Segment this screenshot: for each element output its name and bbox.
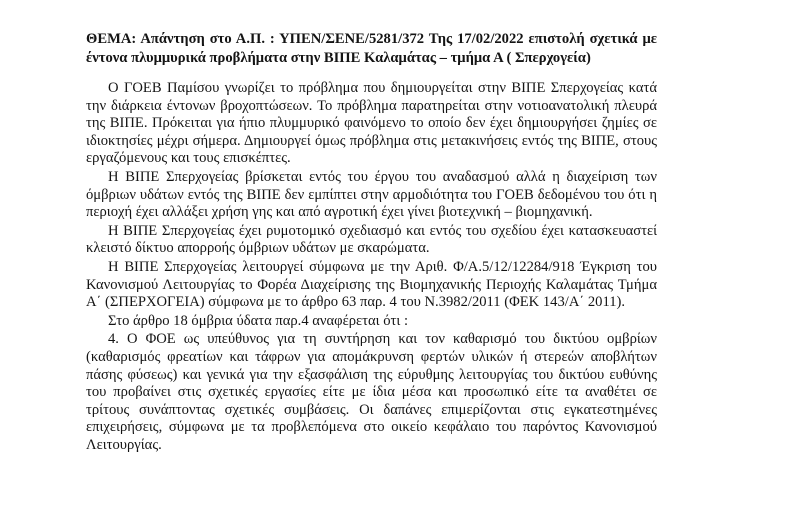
- paragraph-article-quote: 4. Ο ΦΟΕ ως υπεύθυνος για τη συντήρηση και τον καθαρισμό του δικτύου ομβρίων (καθαρισμός φρεατίων και τάφρων για απομάκρυνση φερτών υλικών ή στερεών αποβλήτων πάσης φύσεως) και γενικά για την εξασφάλιση της εύρυθμης λειτουργίας του δικτύου ευθύνης του προβαίνει στις σχετικές εργασίες είτε με ίδια μέσα και προσωπικό είτε τα αναθέτει σε τρίτους συνάπτοντας σχετικές συμβάσεις. Οι δαπάνες επιμερίζονται στις εγκατεστημένες επιχειρήσεις, σύμφωνα με τα προβλεπόμενα στο οικείο κεφάλαιο του παρόντος Κανονισμού Λειτουργίας.: [86, 331, 657, 453]
- paragraph-article-intro: Στο άρθρο 18 όμβρια ύδατα παρ.4 αναφέρεται ότι :: [108, 312, 409, 329]
- paragraph-jurisdiction: Η ΒΙΠΕ Σπερχογείας βρίσκεται εντός του έργου του αναδασμού αλλά η διαχείριση των όμβριων υδάτων εντός της ΒΙΠΕ δεν εμπίπτει στην αρμοδιότητα του ΓΟΕΒ δεδομένου του ότι η περιοχή έχει αλλάξει χρήση γης και από αγροτική έχει γίνει βιοτεχνική – βιομηχανική.: [86, 168, 657, 221]
- paragraph-problem: Ο ΓΟΕΒ Παμίσου γνωρίζει το πρόβλημα που δημιουργείται στην ΒΙΠΕ Σπερχογείας κατά την διάρκεια έντονων βροχοπτώσεων. Το πρόβλημα παρατηρείται στην νοτιοανατολική πλευρά της ΒΙΠΕ. Πρόκειται για ήπιο πλυμμυρικό φαινόμενο το οποίο δεν έχει δημιουργήσει ζημίες σε ιδιοκτησίες μέχρι σήμερα. Δημιουργεί όμως πρόβλημα στις μετακινήσεις εντός της ΒΙΠΕ, στους εργαζόμενους και τους επισκέπτες.: [86, 80, 657, 167]
- paragraph-regulation: Η ΒΙΠΕ Σπερχογείας λειτουργεί σύμφωνα με την Αριθ. Φ/Α.5/12/12284/918 Έγκριση του Κανονισμού Λειτουργίας το Φορέα Διαχείρισης της Βιομηχανικής Περιοχής Καλαμάτας Τμήμα Α΄ (ΣΠΕΡΧΟΓΕΙΑ) σύμφωνα με το άρθρο 63 παρ. 4 του Ν.3982/2011 (ΦΕΚ 143/Α΄ 2011).: [86, 258, 657, 311]
- document-body: [86, 80, 657, 454]
- document-subject: ΘΕΜΑ: Απάντηση στο Α.Π. : ΥΠΕΝ/ΣΕΝΕ/5281/372 Της 17/02/2022 επιστολή σχετικά με έντονα πλυμμυρικά προβλήματα στην ΒΙΠΕ Καλαμάτας – τμήμα Α ( Σπερχογεία): [86, 31, 657, 66]
- paragraph-network: Η ΒΙΠΕ Σπερχογείας έχει ρυμοτομικό σχεδιασμό και εντός του σχεδίου έχει κατασκευαστεί κλειστό δίκτυο απορροής όμβριων υδάτων με σκαρώματα.: [86, 222, 657, 257]
